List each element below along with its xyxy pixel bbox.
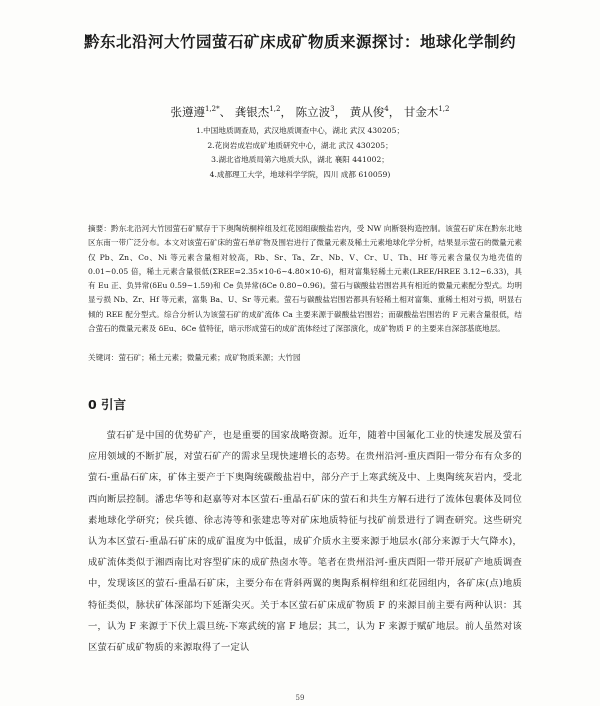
paper-title: 黔东北沿河大竹园萤石矿床成矿物质来源探讨：地球化学制约 [83, 33, 516, 51]
author-affiliation-mark: 1,2 [269, 105, 281, 113]
affiliation: 1.中国地质调查局，武汉地质调查中心，湖北 武汉 430205； [195, 126, 405, 135]
affiliation: 3.湖北省地质局第六地质大队，湖北 襄阳 441002； [211, 155, 389, 164]
keywords: 关键词：萤石矿；稀土元素；微量元素；成矿物质来源；大竹园 [88, 353, 301, 362]
body-text: 萤石矿是中国的优势矿产，也是重要的国家战略资源。近年，随着中国氟化工业的快速发展及萤石应用领域的不断扩展，对萤石矿产的需求呈现快速增长的态势。在贵州沿河-重庆酉阳一带分布有众多的萤石-重晶石矿床，矿体主要产于下奥陶统碳酸盐岩中，部分产于上寒武统及中、上奥陶统灰岩内，受北西向断层控制。潘忠华等和赵嘉等对本区萤石-重晶石矿床的萤石和共生方解石进行了流体包裹体及同位素地球化学研究；侯兵德、徐志涛等和张建忠等对矿床地质特征与找矿前景进行了调查研究。这些研究认为本区萤石-重晶石矿床的成矿温度为中低温，成矿介质水主要来源于地层水(部分来源于大气降水)，成矿流体类似于湘西南比对容型矿床的成矿热卤水等。笔者在贵州沿河-重庆酉阳一带开展矿产地质调查中，发现该区的萤石-重晶石矿床，主要分布在背斜两翼的奥陶系桐梓组和红花园组内，各矿床(点)地质特征类似，脉状矿体深部均下延渐尖灭。关于本区萤石矿床成矿物质 F 的来源目前主要有两种认识：其一，认为 F 来源于下伏上震旦统-下寒武统的富 F 地层；其二，认为 F 来源于赋矿地层。前人虽然对该区萤石矿成矿物质的来源取得了一定认 [88, 430, 522, 654]
author-name: 张遵遵 [170, 104, 205, 119]
affiliation: 2.花岗岩成岩成矿地质研究中心，湖北 武汉 430205； [207, 140, 393, 150]
affiliation: 4.成都理工大学，地球科学学院，四川 成都 610059) [209, 169, 391, 179]
author-name: 龚银杰 [234, 104, 270, 119]
author-name: 甘金木 [403, 104, 439, 119]
abstract: 摘要：黔东北沿河大竹园萤石矿赋存于下奥陶统桐梓组及红花园组碳酸盐岩内，受 NW 向断裂构造控制。该萤石矿床在黔东北地区东南一带广泛分布。本文对该萤石矿床的萤石单矿物及围岩进行了微量元素及稀土元素地球化学分析，结果显示萤石的微量元素仅 Pb、Zn、Co、Ni 等元素含量相对较高，Rb、Sr、Ta、Zr、Nb、V、Cr、U、Th、Hf 等元素含量仅为地壳值的 0.01~0.05 倍，稀土元素含量很低(ΣREE=2.35×10-6~4.80×10-6)，相对富集轻稀土元素(LREE/HREE 3.12~6.33)，具有 Eu 正、负异常(δEu 0.59~1.59)和 Ce 负异常(δCe 0.80~0.96)。萤石与碳酸盐岩围岩具有相近的微量元素配分型式。均明显亏损 Nb、Zr、Hf 等元素，富集 Ba、U、Sr 等元素。萤石与碳酸盐岩围岩都具有轻稀土相对富集、重稀土相对亏损，明显右倾的 REE 配分型式。综合分析认为该萤石矿的成矿流体 Ca 主要来源于碳酸盐岩围岩；而碳酸盐岩围岩的 F 元素含量很低，结合萤石的微量元素及 δEu、δCe 值特征，暗示形成萤石的成矿流体经过了深部演化，成矿物质 F 的主要来自深部基底地层。 [88, 224, 522, 334]
author-list: 张遵遵$^{1,2*}$、 龚银杰$^{1,2}$， 陈立波$^3$， 黄从俊$^4$， 甘金木$^{1,2}$ [170, 104, 450, 119]
page-number: 59 [295, 694, 305, 702]
author-name: 黄从俊 [349, 104, 385, 119]
author-affiliation-mark: 4 [384, 105, 389, 113]
author-affiliation-mark: 1,2 [438, 105, 450, 113]
affiliation-list [150, 124, 450, 182]
author-affiliation-mark: 1,2* [205, 105, 220, 113]
author-affiliation-mark: 3 [330, 105, 335, 113]
section-heading: 0 引言 [88, 397, 127, 412]
author-name: 陈立波 [295, 104, 331, 119]
